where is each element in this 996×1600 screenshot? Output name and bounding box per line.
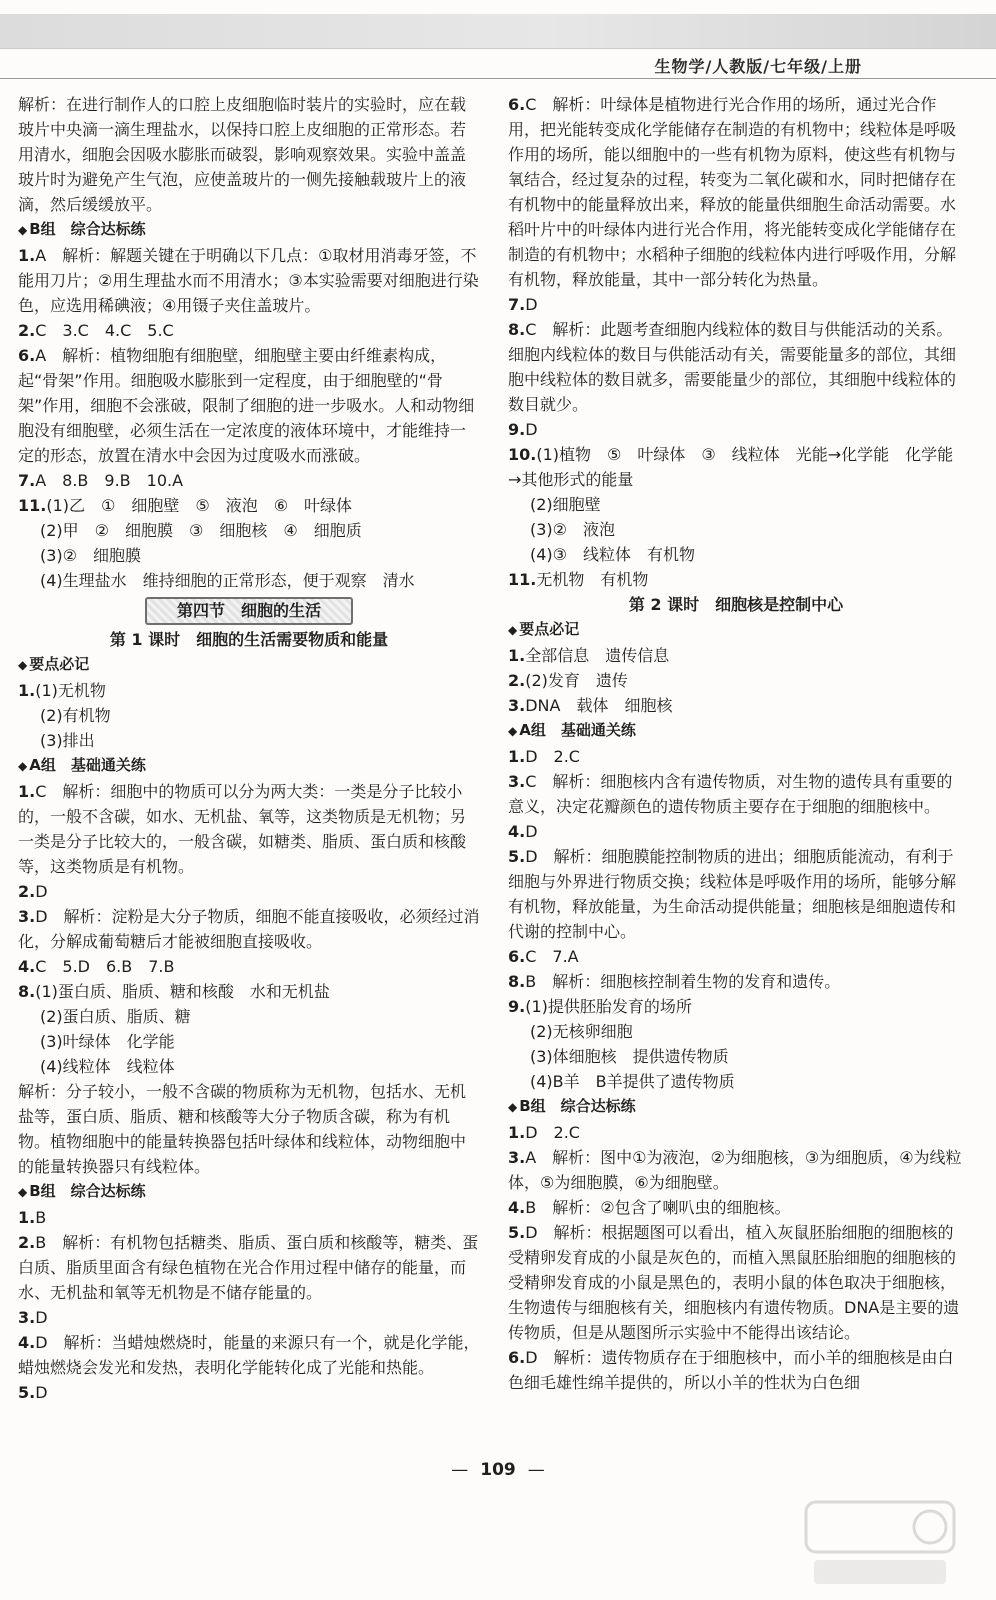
answer-subpart: (2)有机物: [40, 706, 111, 725]
right-column: [508, 92, 964, 1395]
diamond-icon: ◆: [18, 759, 28, 773]
answer-number: 4.: [508, 1198, 526, 1217]
answer-text: C 解析：此题考查细胞内线粒体的数目与供能活动的关系。细胞内线粒体的数目与供能活动有关，需要能量多的部位，其细胞中线粒体的数目就多，需要能量少的部位，其细胞中线粒体的数目就少。: [508, 320, 957, 414]
answer-item: [508, 1195, 964, 1220]
answer-item: [18, 879, 480, 904]
answer-number: 8.: [508, 320, 526, 339]
answer-number: 1.: [508, 646, 526, 665]
answer-subpart: (3)体细胞核 提供遗传物质: [530, 1047, 729, 1066]
answer-number: 11.: [508, 570, 537, 589]
answer-text: (1)植物 ⑤ 叶绿体 ③ 线粒体 光能→化学能 化学能→其他形式的能量: [508, 445, 954, 489]
answer-item: [508, 819, 964, 844]
explanation-text: 解析：在进行制作人的口腔上皮细胞临时装片的实验时，应在载玻片中央滴一滴生理盐水，以保持口腔上皮细胞的正常形态。若用清水，细胞会因吸水膨胀而破裂，影响观察效果。实验中盖盖玻片时为避免产生气泡，应使盖玻片的一侧先接触载玻片上的液滴，然后缓缓放平。: [18, 95, 467, 214]
answer-item: [508, 1120, 964, 1145]
page-header-title: 生物学/人教版/七年级/上册: [654, 57, 862, 76]
section-heading: [508, 617, 964, 643]
section-heading: [18, 652, 480, 678]
answer-item: [18, 1330, 480, 1380]
answer-item: [18, 1205, 480, 1230]
answer-item: [18, 1305, 480, 1330]
answer-number: 9.: [508, 420, 526, 439]
answer-text: (1)蛋白质、脂质、糖和核酸 水和无机盐: [35, 982, 330, 1001]
answer-number: 2.: [18, 1233, 36, 1252]
answer-number: 3.: [508, 696, 526, 715]
answer-item: [18, 493, 480, 518]
answer-item: [18, 678, 480, 703]
answer-item: [18, 1230, 480, 1305]
answer-subpart: (2)甲 ② 细胞膜 ③ 细胞核 ④ 细胞质: [40, 521, 362, 540]
answer-item: [18, 1380, 480, 1405]
answer-item: [508, 693, 964, 718]
answer-subpart: (3)② 液泡: [530, 520, 616, 539]
answer-text: C 3.C 4.C 5.C: [35, 321, 174, 340]
section-heading: [18, 217, 480, 243]
answer-text: A 解析：植物细胞有细胞壁，细胞壁主要由纤维素构成，起“骨架”作用。细胞吸水膨胀到一定程度，由于细胞壁的“骨架”作用，细胞不会涨破，限制了细胞的进一步吸水。人和动物细胞没有细胞壁，必须生活在一定浓度的液体环境中，才能维持一定的形态，放置在清水中会因为过度吸水而涨破。: [18, 346, 475, 465]
answer-subpart: (3)叶绿体 化学能: [40, 1032, 175, 1051]
answer-text: D 2.C: [525, 747, 580, 766]
answer-item: [508, 969, 964, 994]
answer-number: 6.: [18, 346, 36, 365]
section-heading-text: B组 综合达标练: [519, 1097, 636, 1115]
answer-number: 2.: [508, 671, 526, 690]
answer-item: [18, 979, 480, 1004]
answer-item: [508, 944, 964, 969]
answer-text: D 解析：当蜡烛燃烧时，能量的来源只有一个，就是化学能，蜡烛燃烧会发光和发热，表明化学能转化成了光能和热能。: [18, 1333, 480, 1377]
answer-item: [18, 468, 480, 493]
answer-subpart: (2)蛋白质、脂质、糖: [40, 1007, 191, 1026]
answer-number: 1.: [508, 1123, 526, 1142]
answer-number: 2.: [18, 882, 36, 901]
answer-number: 5.: [18, 1383, 36, 1402]
answer-number: 8.: [508, 972, 526, 991]
answer-text: C 5.D 6.B 7.B: [35, 957, 175, 976]
section-banner: [18, 597, 480, 625]
answer-text: B 解析：细胞核控制着生物的发育和遗传。: [525, 972, 841, 991]
section-heading-text: A组 基础通关练: [519, 721, 636, 739]
answer-text: D 解析：细胞膜能控制物质的进出；细胞质能流动，有利于细胞与外界进行物质交换；线粒体是呼吸作用的场所，能够分解有机物，释放能量，为生命活动提供能量；细胞核是细胞遗传和代谢的控制中心。: [508, 847, 957, 941]
answer-subpart: (4)B羊 B羊提供了遗传物质: [530, 1072, 735, 1091]
section-heading-text: 要点必记: [29, 655, 90, 673]
answer-item: [18, 243, 480, 318]
answer-number: 3.: [18, 1308, 36, 1327]
diamond-icon: ◆: [18, 1185, 28, 1199]
header-band: [0, 14, 996, 49]
watermark-logo: [800, 1498, 960, 1592]
answer-text: D 解析：遗传物质存在于细胞核中，而小羊的细胞核是由白色细毛雄性绵羊提供的，所以小羊的性状为白色细: [508, 1348, 954, 1392]
answer-item: [508, 417, 964, 442]
answer-number: 1.: [18, 1208, 36, 1227]
answer-item: [508, 994, 964, 1019]
section-heading-text: B组 综合达标练: [29, 1182, 146, 1200]
answer-text: (2)发育 遗传: [525, 671, 628, 690]
answer-text: D: [525, 420, 538, 439]
answer-text: DNA 载体 细胞核: [525, 696, 673, 715]
answer-text: A 8.B 9.B 10.A: [35, 471, 184, 490]
answer-item: [18, 954, 480, 979]
answer-number: 1.: [18, 246, 36, 265]
answer-subpart: (2)无核卵细胞: [530, 1022, 633, 1041]
answer-item: [508, 567, 964, 592]
answer-item: [508, 744, 964, 769]
answer-subpart: (4)③ 线粒体 有机物: [530, 545, 696, 564]
answer-number: 6.: [508, 1348, 526, 1367]
page-number: — 109 —: [451, 1460, 545, 1480]
answer-text: D 解析：根据题图可以看出，植入灰鼠胚胎细胞的细胞核的受精卵发育成的小鼠是灰色的，而植入黑鼠胚胎细胞的细胞核的受精卵发育成的小鼠是黑色的，表明小鼠的体色取决于细胞核，生物遗传与细胞核有关，细胞核内有遗传物质。DNA是主要的遗传物质，但是从题图所示实验中不能得出该结论。: [508, 1223, 960, 1342]
answer-item: [508, 92, 964, 292]
answer-text: D: [525, 822, 538, 841]
diamond-icon: ◆: [508, 623, 518, 637]
answer-item: [508, 1345, 964, 1395]
answer-text: B: [35, 1208, 47, 1227]
answer-text: (1)乙 ① 细胞壁 ⑤ 液泡 ⑥ 叶绿体: [46, 496, 353, 515]
answer-text: (1)无机物: [35, 681, 106, 700]
answer-item: [508, 1145, 964, 1195]
answer-number: 4.: [18, 957, 36, 976]
answer-subpart: (4)线粒体 线粒体: [40, 1057, 175, 1076]
answer-subpart: (3)排出: [40, 731, 95, 750]
answer-number: 5.: [508, 1223, 526, 1242]
diamond-icon: ◆: [508, 1100, 518, 1114]
diamond-icon: ◆: [18, 223, 28, 237]
answer-item: [508, 643, 964, 668]
answer-item: [18, 343, 480, 468]
answer-item: [508, 769, 964, 819]
answer-text: C 解析：叶绿体是植物进行光合作用的场所，通过光合作用，把光能转变成化学能储存在制造的有机物中；线粒体是呼吸作用的场所，能以细胞中的一些有机物为原料，使这些有机物与氧结合，经过复杂的过程，转变为二氧化碳和水，同时把储存在有机物中的能量释放出来，释放的能量供细胞生命活动需要。水稻叶片中的叶绿体内进行光合作用，将光能转变成化学能储存在制造的有机物中；水稻种子细胞的线粒体内进行呼吸作用，分解有机物，释放能量，其中一部分转化为热量。: [508, 95, 957, 289]
answer-item: [508, 668, 964, 693]
answer-text: B 解析：有机物包括糖类、脂质、蛋白质和核酸等，糖类、蛋白质、脂质里面含有绿色植物在光合作用过程中储存的能量，而水、无机盐和氧等无机物是不储存能量的。: [18, 1233, 479, 1302]
answer-number: 3.: [18, 907, 36, 926]
answer-text: C 解析：细胞核内含有遗传物质，对生物的遗传具有重要的意义，决定花瓣颜色的遗传物质主要存在于细胞的细胞核中。: [508, 772, 953, 816]
answer-item: [18, 318, 480, 343]
answer-item: [18, 904, 480, 954]
diamond-icon: ◆: [18, 658, 28, 672]
diamond-icon: ◆: [508, 724, 518, 738]
answer-item: [508, 844, 964, 944]
page-number-value: 109: [480, 1460, 516, 1480]
section-heading: [508, 1094, 964, 1120]
answer-number: 9.: [508, 997, 526, 1016]
answer-number: 6.: [508, 947, 526, 966]
answer-text: D 2.C: [525, 1123, 580, 1142]
answer-item: [508, 442, 964, 492]
answer-number: 6.: [508, 95, 526, 114]
answer-number: 1.: [18, 681, 36, 700]
lesson-title: 第 1 课时 细胞的生活需要物质和能量: [109, 630, 389, 649]
lesson-title: 第 2 课时 细胞核是控制中心: [628, 595, 844, 614]
answer-text: D: [525, 295, 538, 314]
answer-text: D: [35, 882, 48, 901]
answer-text: C 7.A: [525, 947, 579, 966]
answer-item: [18, 779, 480, 879]
section-heading: [18, 753, 480, 779]
answer-number: 3.: [508, 772, 526, 791]
header-divider: [0, 78, 996, 79]
answer-number: 8.: [18, 982, 36, 1001]
answer-item: [508, 292, 964, 317]
answer-text: D: [35, 1383, 48, 1402]
answer-number: 4.: [508, 822, 526, 841]
section-banner-text: 第四节 细胞的生活: [145, 597, 353, 625]
answer-subpart: (2)细胞壁: [530, 495, 601, 514]
answer-number: 10.: [508, 445, 537, 464]
answer-text: 无机物 有机物: [536, 570, 649, 589]
section-heading-text: A组 基础通关练: [29, 756, 146, 774]
answer-number: 1.: [18, 782, 36, 801]
section-heading: [508, 718, 964, 744]
answer-text: (1)提供胚胎发育的场所: [525, 997, 692, 1016]
answer-text: D 解析：淀粉是大分子物质，细胞不能直接吸收，必须经过消化，分解成葡萄糖后才能被细胞直接吸收。: [18, 907, 480, 951]
answer-text: A 解析：解题关键在于明确以下几点：①取材用消毒牙签，不能用刀片；②用生理盐水而不用清水；③本实验需要对细胞进行染色，应选用稀碘液；④用镊子夹住盖玻片。: [18, 246, 479, 315]
left-column: [18, 92, 480, 1405]
answer-text: A 解析：图中①为液泡，②为细胞核，③为细胞质，④为线粒体，⑤为细胞膜，⑥为细胞壁。: [508, 1148, 962, 1192]
answer-number: 7.: [18, 471, 36, 490]
answer-subpart: (3)② 细胞膜: [40, 546, 142, 565]
answer-item: [508, 1220, 964, 1345]
answer-number: 1.: [508, 747, 526, 766]
section-heading: [18, 1179, 480, 1205]
answer-item: [508, 317, 964, 417]
explanation-text: 解析：分子较小，一般不含碳的物质称为无机物，包括水、无机盐等，蛋白质、脂质、糖和核酸等大分子物质含碳，称为有机物。植物细胞中的能量转换器包括叶绿体和线粒体，动物细胞中的能量转换器只有线粒体。: [18, 1082, 467, 1176]
answer-text: 全部信息 遗传信息: [525, 646, 670, 665]
answer-number: 5.: [508, 847, 526, 866]
answer-number: 3.: [508, 1148, 526, 1167]
answer-text: D: [35, 1308, 48, 1327]
answer-number: 4.: [18, 1333, 36, 1352]
answer-text: B 解析：②包含了喇叭虫的细胞核。: [525, 1198, 791, 1217]
answer-subpart: (4)生理盐水 维持细胞的正常形态，便于观察 清水: [40, 571, 415, 590]
answer-text: C 解析：细胞中的物质可以分为两大类：一类是分子比较小的，一般不含碳，如水、无机盐、氧等，这类物质是无机物；另一类是分子比较大的，一般含碳，如糖类、脂质、蛋白质和核酸等，这类物质是有机物。: [18, 782, 467, 876]
answer-number: 2.: [18, 321, 36, 340]
section-heading-text: 要点必记: [519, 620, 580, 638]
section-heading-text: B组 综合达标练: [29, 220, 146, 238]
answer-number: 11.: [18, 496, 47, 515]
answer-number: 7.: [508, 295, 526, 314]
